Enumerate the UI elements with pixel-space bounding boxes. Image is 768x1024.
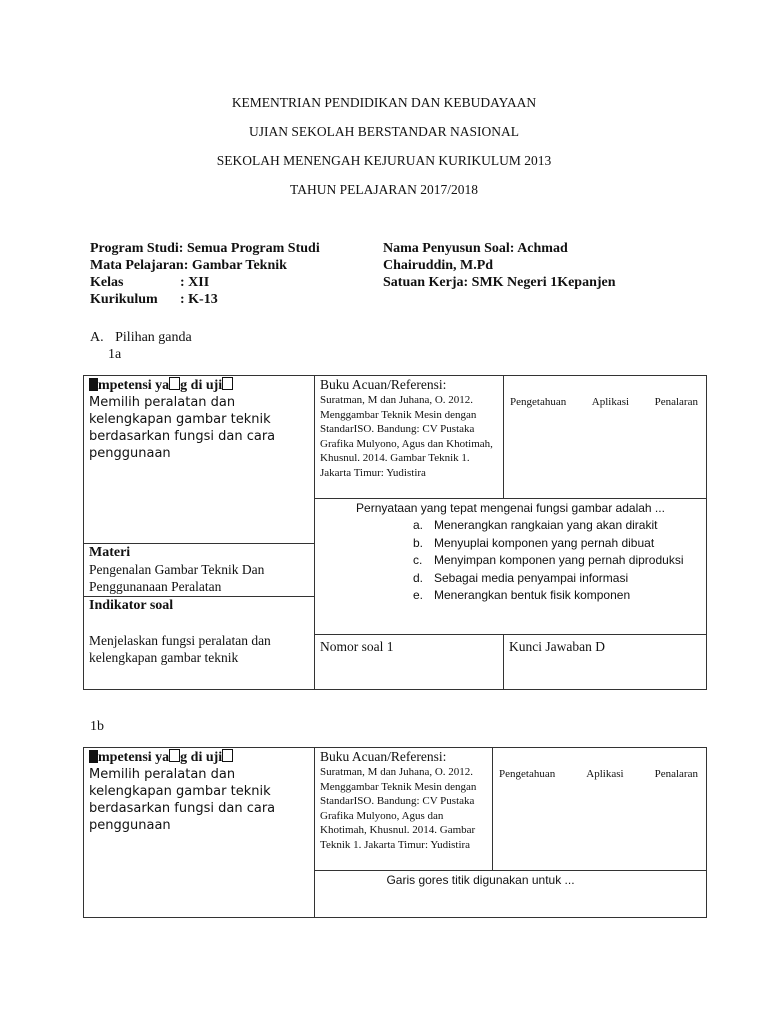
reference-text: Suratman, M dan Juhana, O. 2012. Menggambar Teknik Mesin dengan StandarISO. Bandung: CV Pustaka Grafika Mulyono, Agus dan Khotimah, Khusnul. 2014. Gambar Teknik 1. Jakarta Timur: Yudistira bbox=[320, 766, 477, 851]
level-pengetahuan: Pengetahuan bbox=[499, 768, 556, 780]
section-title: Pilihan ganda bbox=[115, 330, 192, 345]
header-line-3: SEKOLAH MENENGAH KEJURUAN KURIKULUM 2013 bbox=[216, 153, 552, 168]
missing-glyph-box bbox=[169, 377, 180, 390]
section-marker: A. bbox=[90, 330, 104, 345]
option-a: a. Menerangkan rangkaian yang akan dirakit bbox=[413, 518, 658, 532]
indikator-text: Menjelaskan fungsi peralatan dan kelengkapan gambar teknik bbox=[89, 633, 271, 665]
nomor-soal-cell bbox=[315, 635, 504, 690]
option-d: d. Sebagai media penyampai informasi bbox=[413, 570, 629, 585]
question-table-1a bbox=[83, 375, 707, 690]
program-studi: Program Studi: Semua Program Studi bbox=[90, 241, 320, 256]
missing-glyph-box bbox=[169, 749, 180, 762]
question-table-1b bbox=[83, 747, 707, 918]
kelas bbox=[90, 274, 320, 291]
level-penalaran: Penalaran bbox=[654, 768, 698, 780]
reference-title: Buku Acuan/Referensi: bbox=[320, 377, 447, 392]
section-heading bbox=[90, 330, 192, 346]
level-penalaran: Penalaran bbox=[654, 396, 698, 408]
header-line-4: TAHUN PELAJARAN 2017/2018 bbox=[290, 182, 478, 197]
materi-text: Pengenalan Gambar Teknik Dan Penggunanaan Peralatan bbox=[89, 562, 265, 594]
question-cell bbox=[315, 871, 707, 918]
options-list bbox=[315, 517, 706, 605]
question-text: Garis gores titik digunakan untuk ... bbox=[386, 873, 575, 887]
kompetensi-cell bbox=[84, 748, 315, 918]
reference-text: Suratman, M dan Juhana, O. 2012. Menggambar Teknik Mesin dengan StandarISO. Bandung: CV Pustaka Grafika Mulyono, Agus dan Khotimah, Khusnul. 2014. Gambar Teknik 1. Jakarta Timur: Yudistira bbox=[320, 394, 493, 479]
option-c: c. Menyimpan komponen yang pernah diproduksi bbox=[413, 553, 684, 567]
cognitive-level-cell bbox=[493, 748, 707, 871]
question-label-1b: 1b bbox=[90, 719, 104, 734]
kelas-label: Kelas bbox=[90, 275, 124, 290]
level-pengetahuan: Pengetahuan bbox=[510, 396, 567, 408]
reference-cell bbox=[315, 376, 504, 499]
reference-title: Buku Acuan/Referensi: bbox=[320, 749, 447, 764]
option-b: b. Menyuplai komponen yang pernah dibuat bbox=[413, 535, 655, 550]
redaction-mark bbox=[89, 378, 98, 391]
materi-label: Materi bbox=[89, 545, 131, 560]
kurikulum-label: Kurikulum bbox=[90, 292, 158, 307]
meta-right bbox=[383, 240, 616, 291]
satuan-kerja: Satuan Kerja: SMK Negeri 1Kepanjen bbox=[383, 275, 616, 290]
indikator-label: Indikator soal bbox=[89, 598, 174, 613]
kompetensi-title: mpetensi ya g di uji bbox=[89, 377, 309, 394]
kompetensi-text: Memilih peralatan dan kelengkapan gambar teknik berdasarkan fungsi dan cara penggunaan bbox=[89, 395, 276, 461]
kelas-value: : XII bbox=[180, 275, 210, 290]
kompetensi-cell bbox=[84, 376, 315, 544]
kurikulum bbox=[90, 291, 320, 308]
header-line-1: KEMENTRIAN PENDIDIKAN DAN KEBUDAYAAN bbox=[231, 95, 537, 110]
question-cell bbox=[315, 499, 707, 635]
materi-cell bbox=[84, 544, 315, 597]
question-text: Pernyataan yang tepat mengenai fungsi gambar adalah ... bbox=[356, 501, 665, 515]
indikator-cell bbox=[84, 597, 315, 690]
kompetensi-title: mpetensi ya g di uji bbox=[89, 749, 309, 766]
level-aplikasi: Aplikasi bbox=[591, 396, 630, 408]
penyusun-line-2: Chairuddin, M.Pd bbox=[383, 258, 494, 273]
penyusun-line-1: Nama Penyusun Soal: Achmad bbox=[383, 241, 568, 256]
cognitive-level-cell bbox=[504, 376, 707, 499]
redaction-mark bbox=[89, 750, 98, 763]
nomor-soal: Nomor soal 1 bbox=[320, 639, 394, 654]
kunci-jawaban: Kunci Jawaban D bbox=[509, 639, 605, 654]
missing-glyph-box bbox=[222, 377, 233, 390]
mata-pelajaran: Mata Pelajaran: Gambar Teknik bbox=[90, 258, 287, 273]
kunci-jawaban-cell bbox=[504, 635, 707, 690]
kurikulum-value: : K-13 bbox=[180, 292, 218, 307]
meta-left bbox=[90, 240, 320, 308]
question-label-1a: 1a bbox=[108, 347, 122, 362]
kompetensi-text: Memilih peralatan dan kelengkapan gambar teknik berdasarkan fungsi dan cara penggunaan bbox=[89, 767, 276, 833]
missing-glyph-box bbox=[222, 749, 233, 762]
reference-cell bbox=[315, 748, 493, 871]
header-line-2: UJIAN SEKOLAH BERSTANDAR NASIONAL bbox=[248, 124, 520, 139]
option-e: e. Menerangkan bentuk fisik komponen bbox=[413, 588, 631, 602]
level-aplikasi: Aplikasi bbox=[586, 768, 624, 780]
